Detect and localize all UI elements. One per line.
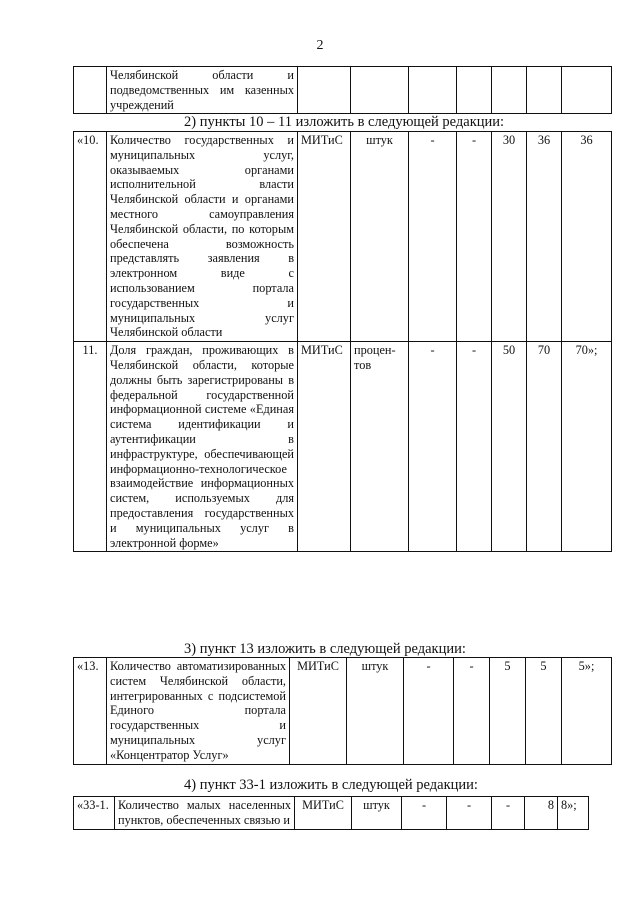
cell-description: Доля граждан, проживающих в Челябинской области, которые должны быть зарегистрированы в федеральной государственной информационной системе «Единая система идентификации и аутентификации в инфраструктуре, обеспечивающей информационно-технологическое взаимодействие информационных систем, используемых для предоставления государственных и муниципальных услуг в электронной форме» bbox=[107, 342, 298, 552]
cell-value: 5»; bbox=[562, 658, 612, 765]
cell-num: «33-1. bbox=[74, 797, 115, 830]
table-row bbox=[74, 658, 612, 765]
cell-value: - bbox=[409, 132, 457, 342]
table-row bbox=[74, 797, 589, 830]
cell-value: - bbox=[447, 797, 492, 830]
table-row bbox=[74, 67, 612, 114]
cell-unit: штук bbox=[352, 797, 402, 830]
cell-value: 8»; bbox=[558, 797, 589, 830]
section-heading-4: 4) пункт 33-1 изложить в следующей редакции: bbox=[184, 777, 478, 793]
cell-value bbox=[562, 67, 612, 114]
table-row bbox=[74, 132, 612, 342]
cell-num: «10. bbox=[74, 132, 107, 342]
cell-org bbox=[298, 67, 351, 114]
cell-value: 36 bbox=[527, 132, 562, 342]
cell-value bbox=[409, 67, 457, 114]
cell-value: - bbox=[404, 658, 454, 765]
page-number: 2 bbox=[316, 38, 324, 53]
cell-value: 50 bbox=[492, 342, 527, 552]
cell-value: 30 bbox=[492, 132, 527, 342]
cell-description: Количество автоматизированных систем Челябинской области, интегрированных с подсистемой Единого портала государственных и муниципальных услуг «Концентратор Услуг» bbox=[107, 658, 290, 765]
cell-unit: штук bbox=[347, 658, 404, 765]
cell-value: 8 bbox=[525, 797, 558, 830]
cell-value bbox=[492, 67, 527, 114]
cell-value: - bbox=[492, 797, 525, 830]
cell-value: - bbox=[457, 132, 492, 342]
table-continuation bbox=[73, 66, 612, 114]
cell-num: «13. bbox=[74, 658, 107, 765]
cell-unit: штук bbox=[351, 132, 409, 342]
cell-value bbox=[527, 67, 562, 114]
cell-unit bbox=[351, 67, 409, 114]
table-row bbox=[74, 342, 612, 552]
cell-value: 5 bbox=[490, 658, 526, 765]
cell-unit: процен-тов bbox=[351, 342, 409, 552]
cell-value: 70 bbox=[527, 342, 562, 552]
section-heading-2: 2) пункты 10 – 11 изложить в следующей редакции: bbox=[184, 114, 505, 130]
cell-value bbox=[457, 67, 492, 114]
cell-org: МИТиС bbox=[295, 797, 352, 830]
cell-value: - bbox=[454, 658, 490, 765]
cell-value: - bbox=[402, 797, 447, 830]
cell-num: 11. bbox=[74, 342, 107, 552]
cell-num bbox=[74, 67, 107, 114]
cell-value: 36 bbox=[562, 132, 612, 342]
section-heading-3: 3) пункт 13 изложить в следующей редакции: bbox=[184, 641, 466, 657]
cell-org: МИТиС bbox=[290, 658, 347, 765]
table-item-13 bbox=[73, 657, 612, 765]
cell-org: МИТиС bbox=[298, 342, 351, 552]
cell-description: Количество малых населенных пунктов, обеспеченных связью и bbox=[115, 797, 295, 830]
table-item-33-1 bbox=[73, 796, 589, 830]
cell-description: Челябинской области и подведомственных им казенных учреждений bbox=[107, 67, 298, 114]
cell-value: 70»; bbox=[562, 342, 612, 552]
cell-value: - bbox=[409, 342, 457, 552]
cell-value: - bbox=[457, 342, 492, 552]
cell-value: 5 bbox=[526, 658, 562, 765]
cell-description: Количество государственных и муниципальных услуг, оказываемых органами исполнительной власти Челябинской области и органами местного самоуправления Челябинской области, по которым обеспечена возможность представлять заявления в электронном виде с использованием портала государственных и муниципальных услуг Челябинской области bbox=[107, 132, 298, 342]
table-items-10-11 bbox=[73, 131, 612, 552]
cell-org: МИТиС bbox=[298, 132, 351, 342]
